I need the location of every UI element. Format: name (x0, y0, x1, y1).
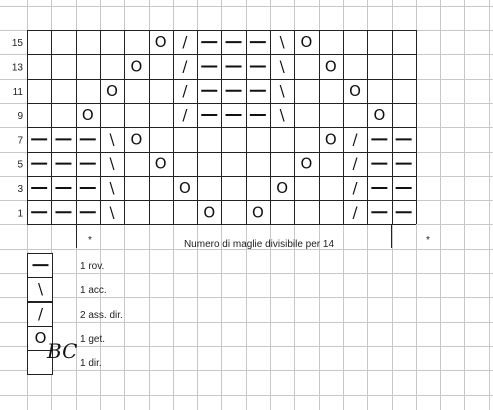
signature: BC (47, 339, 78, 363)
right-decrease-symbol: / (182, 81, 188, 100)
right-decrease-symbol: / (352, 130, 358, 149)
right-decrease-symbol: / (182, 57, 188, 76)
left-decrease-symbol: \ (279, 81, 285, 100)
left-decrease-symbol: \ (109, 154, 115, 173)
yarn-over-symbol: O (130, 130, 143, 149)
yarn-over-symbol: O (324, 130, 337, 149)
legend-label: 2 ass. dir. (80, 310, 123, 322)
yarn-over-symbol: O (203, 203, 216, 222)
yarn-over-symbol: O (373, 106, 386, 125)
repeat-area (88, 235, 430, 250)
row-label: 15 (11, 38, 23, 50)
right-decrease-symbol: / (182, 106, 188, 125)
row-label: 9 (17, 111, 23, 123)
legend-label: 1 rov. (80, 261, 105, 273)
row-label: 3 (17, 183, 23, 195)
right-decrease-symbol: / (352, 203, 358, 222)
legend-label: 1 dir. (80, 358, 102, 370)
yarn-over-symbol: O (154, 33, 167, 52)
row-label: 13 (11, 62, 23, 74)
yarn-over-symbol: O (106, 81, 118, 100)
yarn-over-symbol: O (324, 57, 337, 76)
yarn-over-symbol: O (154, 154, 167, 173)
repeat-note: Numero di maglie divisibile per 14 (183, 239, 335, 250)
row-labels (12, 38, 24, 219)
right-decrease-symbol-legend: / (37, 305, 44, 324)
legend-label: 1 acc. (80, 285, 107, 297)
left-decrease-symbol: \ (279, 106, 285, 125)
row-label: 5 (17, 159, 23, 171)
yarn-over-symbol: O (300, 154, 313, 173)
right-decrease-symbol: / (352, 154, 358, 173)
yarn-over-symbol: O (81, 106, 94, 125)
yarn-over-symbol: O (349, 81, 361, 100)
row-label: 11 (12, 86, 23, 98)
left-decrease-symbol: \ (279, 57, 285, 76)
row-label: 7 (17, 135, 23, 147)
right-decrease-symbol: / (352, 178, 358, 197)
yarn-over-symbol: O (300, 33, 313, 52)
right-decrease-symbol: / (182, 33, 188, 52)
yarn-over-symbol: O (276, 178, 289, 197)
repeat-marker-right: * (426, 235, 430, 246)
repeat-marker-left: * (88, 235, 92, 246)
left-decrease-symbol: \ (109, 203, 115, 222)
left-decrease-symbol: \ (109, 130, 115, 149)
left-decrease-symbol: \ (279, 33, 285, 52)
yarn-over-symbol: O (130, 57, 143, 76)
row-label: 1 (17, 208, 23, 220)
left-decrease-symbol: \ (109, 178, 115, 197)
yarn-over-symbol: O (251, 203, 264, 222)
left-decrease-symbol-legend: \ (37, 280, 44, 299)
yarn-over-symbol-legend: O (34, 329, 47, 348)
legend-label: 1 get. (80, 334, 106, 346)
yarn-over-symbol: O (179, 178, 191, 197)
